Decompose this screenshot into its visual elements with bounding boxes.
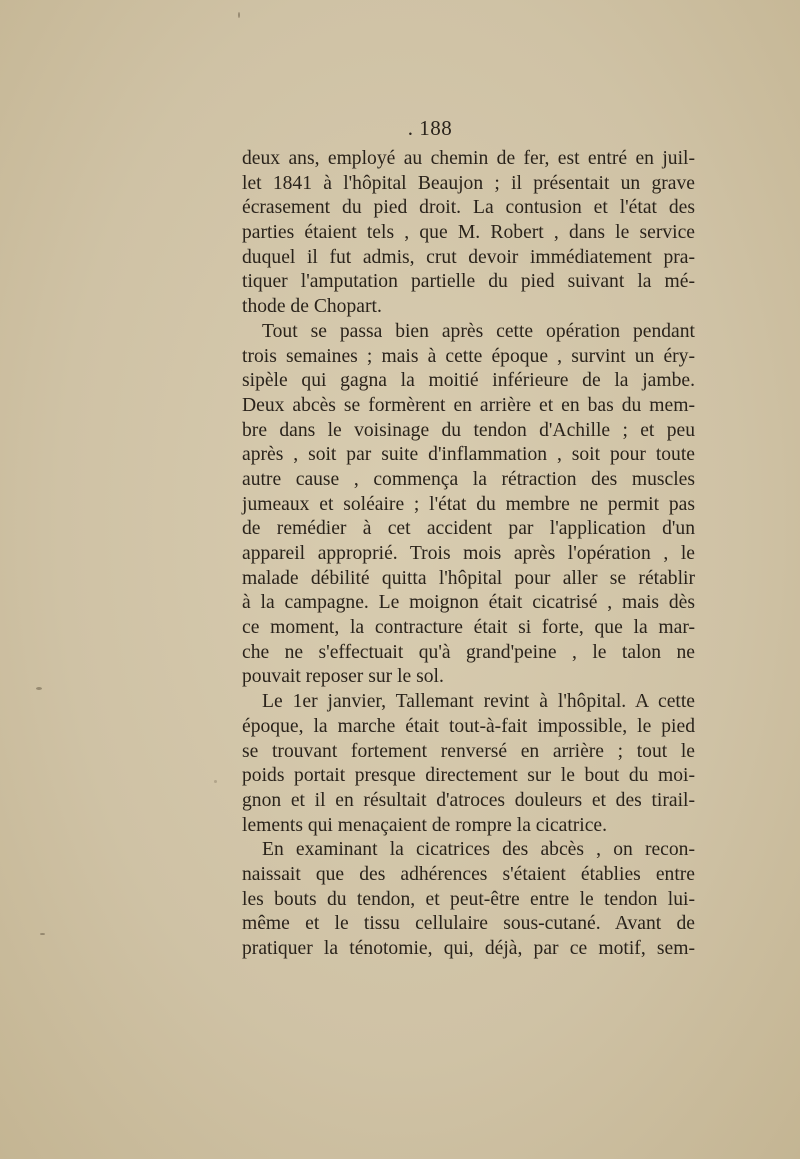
text-line: écrasement du pied droit. La contusion et l'état des	[242, 197, 695, 219]
text-line: malade débilité quitta l'hôpital pour aller se rétablir	[242, 567, 695, 589]
text-line: parties étaient tels , que M. Robert , dans le service	[242, 222, 695, 244]
text-line: deux ans, employé au chemin de fer, est entré en juil-	[242, 148, 695, 169]
body-text	[242, 147, 695, 962]
text-line: ce moment, la contracture était si forte, que la mar-	[242, 617, 695, 639]
text-line: époque, la marche était tout-à-fait impossible, le pied	[242, 715, 695, 737]
text-line: de remédier à cet accident par l'application d'un	[242, 518, 695, 540]
text-line: les bouts du tendon, et peut-être entre le tendon lui-	[242, 888, 695, 910]
text-line: après , soit par suite d'inflammation , soit pour toute	[242, 444, 695, 466]
text-line: bre dans le voisinage du tendon d'Achille ; et peu	[242, 419, 695, 441]
text-line: che ne s'effectuait qu'à grand'peine , le talon ne	[242, 641, 695, 663]
text-line: tiquer l'amputation partielle du pied suivant la mé-	[242, 271, 695, 293]
text-line: se trouvant fortement renversé en arrière ; tout le	[242, 740, 695, 762]
text-line: autre cause , commença la rétraction des muscles	[242, 468, 695, 490]
paper-speck	[238, 12, 240, 18]
text-line: naissait que des adhérences s'étaient établies entre	[242, 863, 695, 885]
text-line: appareil approprié. Trois mois après l'opération , le	[242, 543, 695, 564]
text-line: lements qui menaçaient de rompre la cicatrice.	[242, 814, 608, 836]
text-line: jumeaux et soléaire ; l'état du membre ne permit pas	[242, 493, 695, 515]
text-line: thode de Chopart.	[242, 296, 382, 318]
paper-speck	[40, 933, 45, 935]
text-line: Tout se passa bien après cette opération pendant	[262, 320, 695, 342]
text-line: En examinant la cicatrices des abcès , on recon-	[262, 839, 695, 861]
text-line: sipèle qui gagna la moitié inférieure de la jambe.	[242, 370, 695, 392]
text-line: Deux abcès se formèrent en arrière et en bas du mem-	[242, 394, 695, 416]
text-line: pouvait reposer sur le sol.	[242, 666, 444, 688]
text-line: même et le tissu cellulaire sous-cutané. Avant de	[242, 913, 695, 935]
text-line: pratiquer la ténotomie, qui, déjà, par ce motif, sem-	[242, 938, 695, 959]
text-line: gnon et il en résultait d'atroces douleurs et des tirail-	[242, 789, 695, 811]
page-number: . 188	[407, 116, 453, 140]
paper-speck	[36, 687, 42, 690]
text-line: trois semaines ; mais à cette époque , survint un éry-	[242, 345, 695, 367]
text-line: à la campagne. Le moignon était cicatrisé , mais dès	[242, 592, 695, 614]
text-line: Le 1er janvier, Tallemant revint à l'hôpital. A cette	[262, 691, 695, 713]
text-line: duquel il fut admis, crut devoir immédiatement pra-	[242, 246, 695, 268]
text-line: let 1841 à l'hôpital Beaujon ; il présentait un grave	[242, 172, 695, 194]
paper-speck	[214, 780, 217, 783]
text-line: poids portait presque directement sur le bout du moi-	[242, 765, 695, 787]
